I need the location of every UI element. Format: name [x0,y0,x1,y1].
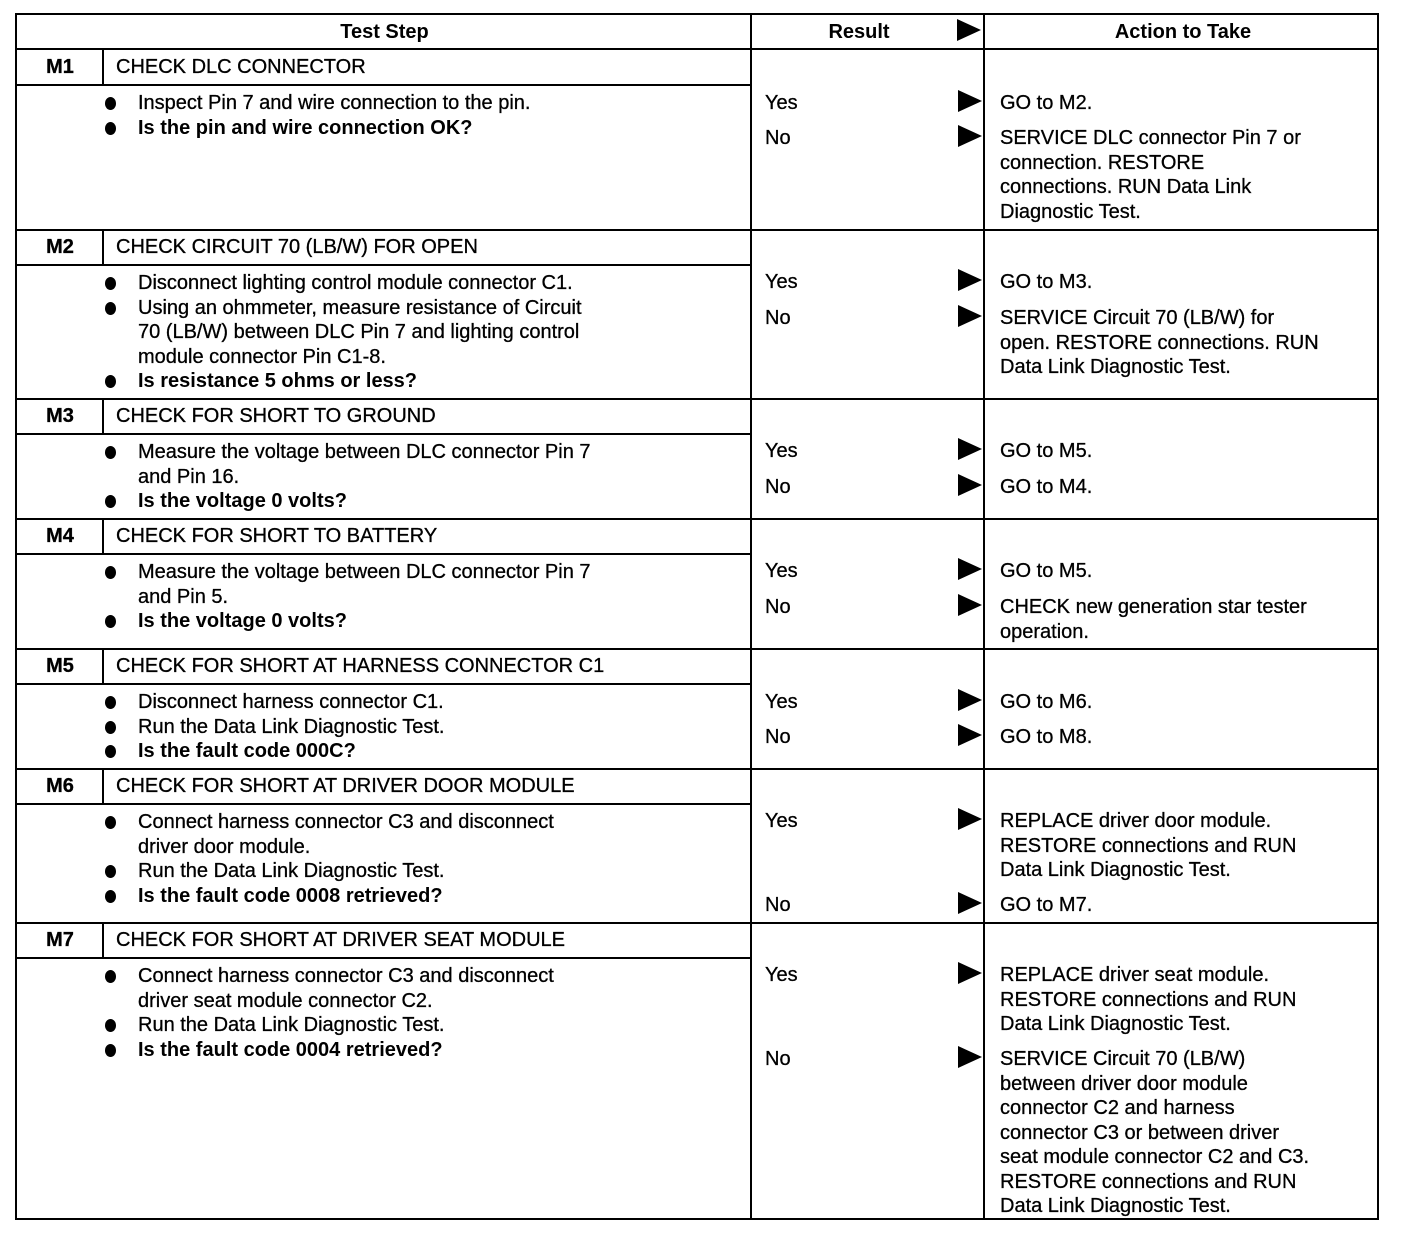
action-text: CHECK new generation star tester [1000,596,1307,618]
step-id: M2 [46,236,74,258]
action-text: SERVICE Circuit 70 (LB/W) [1000,1048,1246,1070]
action-text: connections. RUN Data Link [1000,176,1252,198]
action-text: Data Link Diagnostic Test. [1000,1195,1231,1217]
bullet-text: Run the Data Link Diagnostic Test. [138,1014,445,1036]
bullet-icon [105,721,116,734]
column-divider [983,15,985,1218]
action-text: GO to M2. [1000,92,1093,114]
result-label-yes: Yes [765,440,798,462]
bullet-icon [105,865,116,878]
result-arrow-icon [958,808,982,830]
bullet-icon [105,816,116,829]
action-text: Data Link Diagnostic Test. [1000,859,1231,881]
result-label-no: No [765,307,791,329]
section-divider [17,229,1377,231]
bullet-text: Run the Data Link Diagnostic Test. [138,715,445,738]
result-label-no: No [765,127,791,149]
result-arrow-icon [958,125,982,147]
header-test-step: Test Step [340,21,429,43]
result-arrow-icon [958,689,982,711]
result-label-yes: Yes [765,92,798,114]
result-arrow-icon [958,269,982,291]
step-id: M4 [46,525,74,547]
action-text: seat module connector C2 and C3. [1000,1146,1310,1168]
result-arrow-icon [958,305,982,327]
step-id: M1 [46,56,74,78]
section-divider [17,648,1377,650]
step-title: CHECK CIRCUIT 70 (LB/W) FOR OPEN [116,236,478,258]
action-text: SERVICE DLC connector Pin 7 or [1000,127,1301,149]
bullet-text: module connector Pin C1-8. [138,345,386,368]
action-text: open. RESTORE connections. RUN [1000,331,1319,354]
bullet-icon [105,302,116,315]
action-text: connector C2 and harness [1000,1097,1235,1119]
result-label-no: No [765,476,791,498]
action-text: between driver door module [1000,1072,1248,1095]
result-label-yes: Yes [765,271,798,293]
bullet-icon [105,122,116,135]
bullet-text: and Pin 5. [138,585,229,608]
title-divider [17,803,752,805]
action-text: GO to M5. [1000,440,1093,462]
bullet-text: Is the fault code 0004 retrieved? [138,1038,443,1061]
step-title: CHECK FOR SHORT TO BATTERY [116,525,438,547]
bullet-text: Is the voltage 0 volts? [138,490,347,512]
result-label-no: No [765,726,791,748]
action-text: connector C3 or between driver [1000,1121,1280,1144]
action-text: REPLACE driver door module. [1000,810,1272,832]
bullet-icon [105,970,116,983]
result-label-yes: Yes [765,964,798,986]
column-divider [750,15,752,1218]
action-text: GO to M4. [1000,476,1093,498]
result-arrow-icon [958,962,982,984]
step-id: M6 [46,775,74,797]
bullet-text: Inspect Pin 7 and wire connection to the pin. [138,92,531,114]
step-title: CHECK FOR SHORT AT DRIVER DOOR MODULE [116,775,575,797]
step-title: CHECK DLC CONNECTOR [116,56,366,78]
action-text: GO to M7. [1000,894,1093,916]
bullet-text: Disconnect lighting control module connector C1. [138,272,573,294]
bullet-icon [105,277,116,290]
section-divider [17,768,1377,770]
bullet-text: driver seat module connector C2. [138,989,433,1012]
title-divider [17,683,752,685]
bullet-text: Is the pin and wire connection OK? [138,116,473,139]
header-arrow-icon [957,19,981,41]
bullet-icon [105,97,116,110]
action-text: GO to M8. [1000,726,1093,748]
action-text: SERVICE Circuit 70 (LB/W) for [1000,307,1275,329]
bullet-text: Is resistance 5 ohms or less? [138,370,418,392]
bullet-text: driver door module. [138,835,311,858]
result-label-yes: Yes [765,810,798,832]
title-divider [17,553,752,555]
bullet-text: Connect harness connector C3 and disconnect [138,811,554,833]
bullet-icon [105,566,116,579]
title-divider [17,84,752,86]
action-text: Data Link Diagnostic Test. [1000,356,1231,378]
bullet-text: Run the Data Link Diagnostic Test. [138,860,445,882]
result-arrow-icon [958,438,982,460]
result-arrow-icon [958,558,982,580]
section-divider [17,398,1377,400]
bullet-text: Connect harness connector C3 and disconnect [138,965,554,987]
header-divider [17,48,1377,50]
step-id: M3 [46,405,74,427]
bullet-icon [105,696,116,709]
bullet-icon [105,375,116,388]
action-text: connection. RESTORE [1000,151,1205,174]
action-text: operation. [1000,620,1089,643]
result-arrow-icon [958,892,982,914]
title-divider [17,957,752,959]
title-divider [17,264,752,266]
bullet-text: Is the voltage 0 volts? [138,610,347,632]
action-text: GO to M3. [1000,271,1093,293]
bullet-icon [105,890,116,903]
bullet-text: 70 (LB/W) between DLC Pin 7 and lighting control [138,321,580,343]
action-text: REPLACE driver seat module. [1000,964,1270,986]
bullet-icon [105,446,116,459]
diagnostic-table [15,13,1379,1220]
bullet-icon [105,1019,116,1032]
step-id: M7 [46,929,74,951]
bullet-text: and Pin 16. [138,465,240,488]
action-text: GO to M5. [1000,560,1093,582]
result-arrow-icon [958,474,982,496]
step-title: CHECK FOR SHORT AT DRIVER SEAT MODULE [116,929,565,951]
action-text: RESTORE connections and RUN [1000,988,1297,1011]
bullet-text: Disconnect harness connector C1. [138,691,444,713]
section-divider [17,518,1377,520]
bullet-icon [105,615,116,628]
result-label-no: No [765,1048,791,1070]
result-arrow-icon [958,1046,982,1068]
step-title: CHECK FOR SHORT TO GROUND [116,405,436,427]
action-text: GO to M6. [1000,691,1093,713]
section-divider [17,922,1377,924]
bullet-text: Measure the voltage between DLC connector Pin 7 [138,561,591,583]
header-action: Action to Take [1114,21,1252,43]
action-text: RESTORE connections and RUN [1000,1170,1297,1193]
bullet-text: Is the fault code 0008 retrieved? [138,884,443,907]
result-label-no: No [765,596,791,618]
result-arrow-icon [958,594,982,616]
result-label-yes: Yes [765,691,798,713]
bullet-text: Using an ohmmeter, measure resistance of Circuit [138,296,582,319]
action-text: RESTORE connections and RUN [1000,834,1297,857]
header-result: Result [828,21,890,43]
result-arrow-icon [958,724,982,746]
bullet-text: Measure the voltage between DLC connector Pin 7 [138,441,591,463]
result-arrow-icon [958,90,982,112]
bullet-icon [105,495,116,508]
result-label-yes: Yes [765,560,798,582]
bullet-icon [105,1044,116,1057]
result-label-no: No [765,894,791,916]
bullet-text: Is the fault code 000C? [138,740,356,762]
step-title: CHECK FOR SHORT AT HARNESS CONNECTOR C1 [116,655,605,677]
step-id: M5 [46,655,74,677]
bullet-icon [105,745,116,758]
title-divider [17,433,752,435]
action-text: Diagnostic Test. [1000,200,1141,223]
action-text: Data Link Diagnostic Test. [1000,1013,1231,1035]
